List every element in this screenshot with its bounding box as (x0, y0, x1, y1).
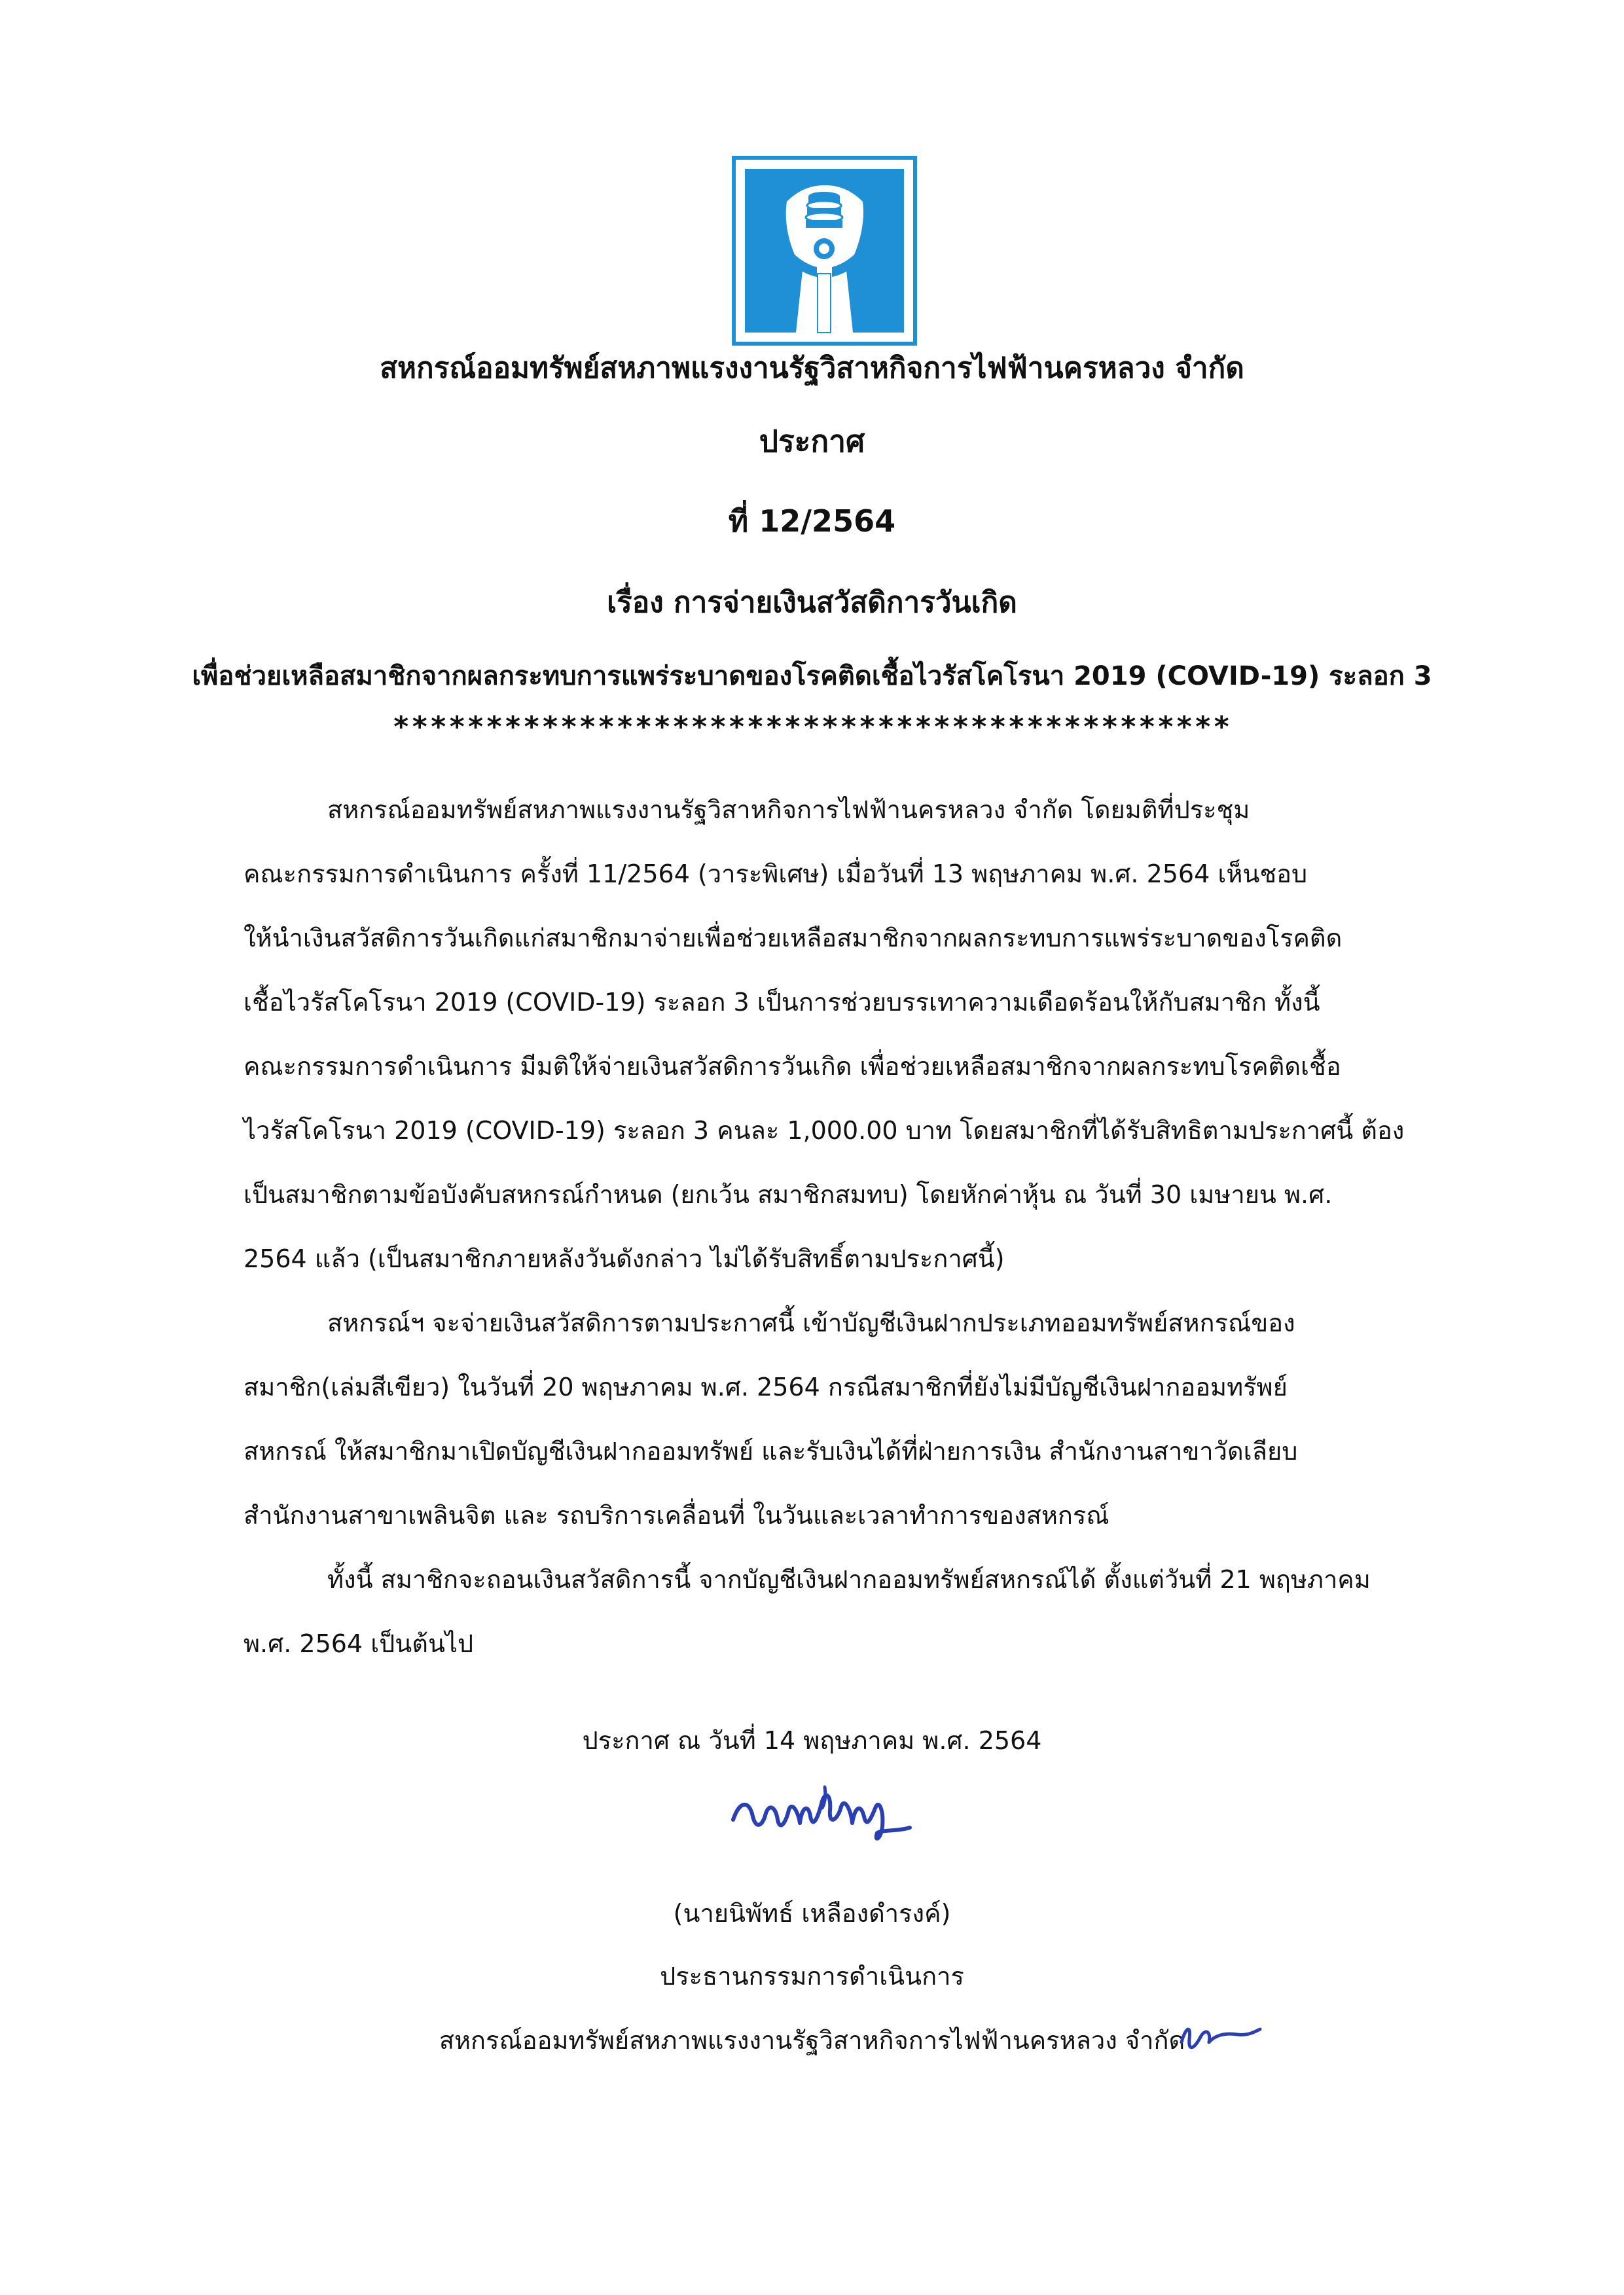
paragraph-line: สหกรณ์ ให้สมาชิกมาเปิดบัญชีเงินฝากออมทรัพย์ และรับเงินได้ที่ฝ่ายการเงิน สำนักงานสาขาวัดเลียบ (244, 1437, 1298, 1466)
announcement-date: ประกาศ ณ วันที่ 14 พฤษภาคม พ.ศ. 2564 (582, 1726, 1042, 1755)
paragraph-line: ไวรัสโคโรนา 2019 (COVID-19) ระลอก 3 คนละ 1,000.00 บาท โดยสมาชิกที่ได้รับสิทธิตามประกาศนี้ ต้อง (244, 1116, 1405, 1145)
paragraph-line: ทั้งนี้ สมาชิกจะถอนเงินสวัสดิการนี้ จากบัญชีเงินฝากออมทรัพย์สหกรณ์ได้ ตั้งแต่วันที่ 21 พฤษภาคม (327, 1565, 1371, 1594)
organization-name: สหกรณ์ออมทรัพย์สหภาพแรงงานรัฐวิสาหกิจการไฟฟ้านครหลวง จำกัด (380, 352, 1244, 385)
signer-organization: สหกรณ์ออมทรัพย์สหภาพแรงงานรัฐวิสาหกิจการไฟฟ้านครหลวง จำกัด (439, 2026, 1185, 2055)
paragraph-line: เป็นสมาชิกตามข้อบังคับสหกรณ์กำหนด (ยกเว้น สมาชิกสมทบ) โดยหักค่าหุ้น ณ วันที่ 30 เมษายน พ.ศ. (244, 1180, 1333, 1209)
cooperative-logo (732, 156, 917, 346)
announcement-label: ประกาศ (759, 424, 865, 459)
signer-name: (นายนิพัทธ์ เหลืองดำรงค์) (673, 1899, 951, 1928)
paragraph-line: คณะกรรมการดำเนินการ มีมติให้จ่ายเงินสวัสดิการวันเกิด เพื่อช่วยเหลือสมาชิกจากผลกระทบโรคติดเชื้อ (244, 1052, 1341, 1081)
subject-line: เรื่อง การจ่ายเงินสวัสดิการวันเกิด (607, 586, 1017, 619)
paragraph-line: สำนักงานสาขาเพลินจิต และ รถบริการเคลื่อนที่ ในวันและเวลาทำการของสหกรณ์ (244, 1501, 1110, 1530)
paragraph-line: สมาชิก(เล่มสีเขียว) ในวันที่ 20 พฤษภาคม พ.ศ. 2564 กรณีสมาชิกที่ยังไม่มีบัญชีเงินฝากออมทรัพย์ (244, 1373, 1288, 1401)
paragraph-line: 2564 แล้ว (เป็นสมาชิกภายหลังวันดังกล่าว ไม่ได้รับสิทธิ์ตามประกาศนี้) (244, 1244, 1005, 1273)
paragraph-line: สหกรณ์ออมทรัพย์สหภาพแรงงานรัฐวิสาหกิจการไฟฟ้านครหลวง จำกัด โดยมติที่ประชุม (327, 795, 1250, 824)
paragraph-line: คณะกรรมการดำเนินการ ครั้งที่ 11/2564 (วาระพิเศษ) เมื่อวันที่ 13 พฤษภาคม พ.ศ. 2564 เห็นชอบ (244, 859, 1308, 888)
separator-stars: ********************************************* (392, 710, 1232, 744)
purpose-line: เพื่อช่วยเหลือสมาชิกจากผลกระทบการแพร่ระบาดของโรคติดเชื้อไวรัสโคโรนา 2019 (COVID-19) ระลอก 3 (192, 661, 1432, 691)
announcement-number: ที่ 12/2564 (728, 503, 896, 539)
paragraph-line: พ.ศ. 2564 เป็นต้นไป (244, 1629, 474, 1658)
initial-mark (1175, 2010, 1267, 2055)
signer-title: ประธานกรรมการดำเนินการ (660, 1962, 964, 1991)
paragraph-line: ให้นำเงินสวัสดิการวันเกิดแก่สมาชิกมาจ่ายเพื่อช่วยเหลือสมาชิกจากผลกระทบการแพร่ระบาดของโรคติด (244, 924, 1343, 952)
paragraph-line: เชื้อไวรัสโคโรนา 2019 (COVID-19) ระลอก 3 เป็นการช่วยบรรเทาความเดือดร้อนให้กับสมาชิก ทั้งนี้ (244, 988, 1320, 1017)
paragraph-line: สหกรณ์ฯ จะจ่ายเงินสวัสดิการตามประกาศนี้ เข้าบัญชีเงินฝากประเภทออมทรัพย์สหกรณ์ของ (327, 1309, 1295, 1337)
handwritten-signature (727, 1780, 923, 1852)
